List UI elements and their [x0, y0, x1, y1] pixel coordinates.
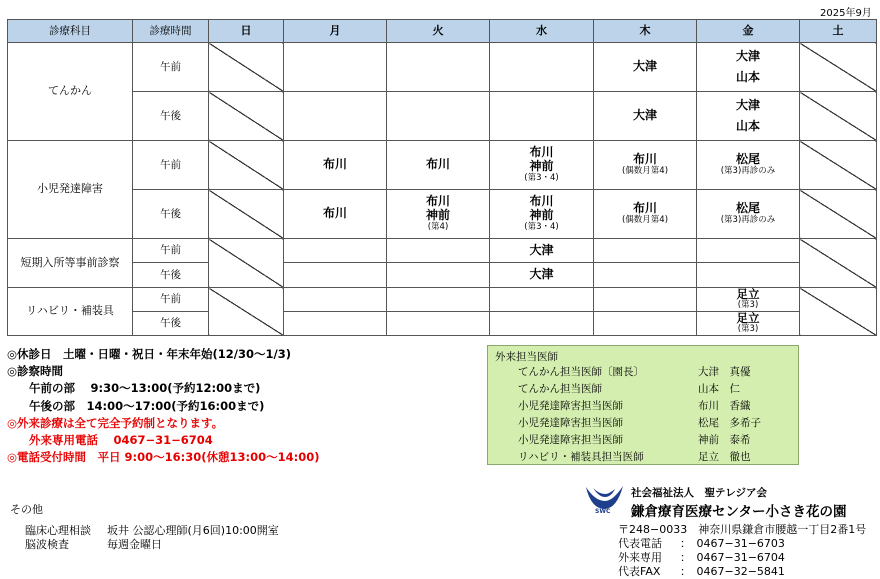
closed-cell [800, 43, 877, 92]
closed-cell [209, 92, 284, 141]
closed-cell [800, 141, 877, 190]
doctor-name: 足立 [736, 287, 760, 301]
doctor-cell [697, 92, 800, 141]
closed-cell [800, 239, 877, 288]
other-text: 毎週金曜日 [107, 538, 162, 551]
doctor-name: 松尾 [735, 201, 760, 216]
table-row [8, 263, 877, 288]
doctor-cell [697, 288, 800, 312]
doctor-name: 大津 [735, 97, 760, 112]
doctor-cell [697, 190, 800, 239]
doctor-name: 神前 [425, 208, 450, 223]
closed-cell [209, 288, 284, 336]
list-item [488, 398, 798, 415]
doctor-name: 布川 [529, 145, 554, 160]
doctor-fullname: 布川 香織 [698, 400, 751, 412]
empty-cell [387, 92, 490, 141]
list-item [488, 364, 798, 381]
doctor-cell [594, 141, 697, 190]
list-item [488, 449, 798, 466]
table-row [8, 312, 877, 336]
doctor-name: 大津 [632, 59, 657, 74]
table-row [8, 92, 877, 141]
time-cell: 午前 [133, 239, 209, 263]
org-out: ： 0467−31−6704 [680, 551, 785, 564]
list-item [488, 415, 798, 432]
doctor-cell [594, 43, 697, 92]
afternoon-hours: 午後の部 14:00〜17:00(予約16:00まで) [29, 398, 265, 413]
header-sun: 日 [209, 20, 284, 43]
doctor-name: 神前 [529, 159, 554, 174]
doctor-name: 大津 [529, 242, 554, 257]
empty-cell [284, 92, 387, 141]
doctor-fullname: 大津 真優 [698, 366, 751, 378]
doctor-cell [697, 141, 800, 190]
doctor-cell [387, 190, 490, 239]
schedule-table [7, 19, 877, 336]
time-cell: 午前 [133, 141, 209, 190]
time-cell: 午後 [133, 190, 209, 239]
table-row [8, 288, 877, 312]
doctor-note: (第3・4) [524, 172, 559, 183]
empty-cell [387, 288, 490, 312]
doctor-role: てんかん担当医師 [518, 383, 602, 395]
doctor-cell [594, 92, 697, 141]
empty-cell [387, 43, 490, 92]
other-text: 坂井 公認心理師(月6回)10:00開室 [107, 524, 279, 537]
dept-epilepsy: てんかん [8, 43, 133, 141]
reception-hours: ◎電話受付時間 平日 9:00〜16:30(休憩13:00〜14:00) [7, 450, 320, 465]
doctor-name: 布川 [632, 201, 657, 216]
doctor-note: (第3) [737, 300, 759, 311]
hours-title: ◎診察時間 [7, 364, 64, 379]
doctor-name: 神前 [529, 208, 554, 223]
empty-cell [594, 263, 697, 288]
reservation-notice: ◎外来診療は全て完全予約制となります。 [7, 415, 224, 430]
doctor-fullname: 足立 徹也 [698, 451, 751, 463]
empty-cell [387, 239, 490, 263]
table-row [8, 141, 877, 190]
empty-cell [490, 288, 594, 312]
doctor-list-box [487, 345, 799, 465]
doctor-role: 小児発達障害担当医師 [518, 417, 623, 429]
doctor-role: 小児発達障害担当医師 [518, 434, 623, 446]
doctor-name: 布川 [322, 157, 347, 172]
doctor-note: (第4) [427, 221, 449, 232]
doctor-cell [697, 43, 800, 92]
date-label: 2025年9月 [820, 8, 872, 19]
empty-cell [284, 239, 387, 263]
table-row [8, 239, 877, 263]
doctor-cell [490, 239, 594, 263]
doctor-cell [284, 141, 387, 190]
org-name: 鎌倉療育医療センター小さき花の園 [631, 504, 847, 520]
outpatient-phone: 外来専用電話 0467−31−6704 [29, 433, 213, 448]
doctor-role: 小児発達障害担当医師 [518, 400, 623, 412]
org-corporation: 社会福祉法人 聖テレジア会 [631, 487, 768, 499]
doctor-cell [697, 312, 800, 336]
doctor-note: (偶数月第4) [621, 166, 669, 177]
doctor-name: 大津 [735, 48, 760, 63]
empty-cell [387, 263, 490, 288]
logo-text: SWC [595, 508, 611, 515]
doctor-name: 足立 [736, 311, 760, 325]
table-row [8, 190, 877, 239]
table-row [8, 43, 877, 92]
time-cell: 午前 [133, 288, 209, 312]
time-cell: 午前 [133, 43, 209, 92]
doctor-note: (第3・4) [524, 221, 559, 232]
other-label: 脳波検査 [25, 538, 69, 551]
closed-cell [209, 190, 284, 239]
morning-hours: 午前の部 9:30〜13:00(予約12:00まで) [29, 381, 261, 396]
empty-cell [594, 312, 697, 336]
dept-developmental: 小児発達障害 [8, 141, 133, 239]
header-wed: 水 [490, 20, 594, 43]
empty-cell [387, 312, 490, 336]
header-time: 診療時間 [133, 20, 209, 43]
doctor-name: 布川 [425, 157, 450, 172]
doctor-name: 大津 [632, 108, 657, 123]
header-sat: 土 [800, 20, 877, 43]
closed-cell [209, 239, 284, 288]
doctor-name: 布川 [529, 194, 554, 209]
doctor-cell [594, 190, 697, 239]
doctor-name: 山本 [735, 69, 760, 84]
organization-logo-icon [583, 483, 625, 517]
org-fax: ： 0467−32−5841 [680, 565, 785, 578]
doctor-name: 松尾 [735, 152, 760, 167]
doctor-cell [387, 141, 490, 190]
closed-cell [800, 92, 877, 141]
other-label: 臨床心理相談 [25, 524, 91, 537]
list-item [488, 432, 798, 449]
closed-cell [209, 141, 284, 190]
org-address: 〒248−0033 神奈川県鎌倉市腰越一丁目2番1号 [618, 523, 867, 536]
holiday-text: ◎休診日 土曜・日曜・祝日・年末年始(12/30〜1/3) [7, 347, 291, 361]
empty-cell [284, 43, 387, 92]
empty-cell [594, 239, 697, 263]
closed-cell [800, 190, 877, 239]
time-cell: 午後 [133, 312, 209, 336]
header-fri: 金 [697, 20, 800, 43]
doctor-note: (偶数月第4) [621, 215, 669, 226]
header-thu: 木 [594, 20, 697, 43]
empty-cell [490, 312, 594, 336]
header-mon: 月 [284, 20, 387, 43]
doctor-cell [490, 141, 594, 190]
empty-cell [697, 263, 800, 288]
closed-cell [800, 288, 877, 336]
doctor-note: (第3)再診のみ [720, 166, 776, 177]
empty-cell [284, 312, 387, 336]
doctor-role: リハビリ・補装具担当医師 [518, 451, 644, 463]
doctor-cell [490, 263, 594, 288]
doctor-fullname: 神前 泰希 [698, 434, 751, 446]
org-tel-label: 代表電話 [618, 537, 662, 550]
doctor-name: 布川 [425, 194, 450, 209]
doctor-cell [284, 190, 387, 239]
doctor-name: 布川 [322, 206, 347, 221]
empty-cell [594, 288, 697, 312]
clinic-info [7, 346, 477, 466]
closed-cell [209, 43, 284, 92]
org-tel: ： 0467−31−6703 [680, 537, 785, 550]
doctor-list-title: 外来担当医師 [495, 351, 558, 363]
doctor-name: 布川 [632, 152, 657, 167]
doctor-note: (第3)再診のみ [720, 215, 776, 226]
other-title: その他 [10, 503, 43, 516]
dept-rehab: リハビリ・補装具 [8, 288, 133, 336]
empty-cell [284, 288, 387, 312]
empty-cell [490, 43, 594, 92]
doctor-cell [490, 190, 594, 239]
empty-cell [697, 239, 800, 263]
empty-cell [490, 92, 594, 141]
doctor-name: 大津 [529, 267, 554, 282]
header-tue: 火 [387, 20, 490, 43]
doctor-note: (第3) [737, 324, 759, 335]
list-item [488, 381, 798, 398]
dept-short-stay: 短期入所等事前診察 [8, 239, 133, 288]
doctor-fullname: 山本 仁 [698, 383, 740, 395]
empty-cell [284, 263, 387, 288]
doctor-fullname: 松尾 多希子 [698, 417, 761, 429]
time-cell: 午後 [133, 263, 209, 288]
header-dept: 診療科目 [8, 20, 133, 43]
doctor-role: てんかん担当医師〔園長〕 [518, 366, 644, 378]
org-fax-label: 代表FAX [618, 565, 661, 578]
org-out-label: 外来専用 [618, 551, 662, 564]
doctor-name: 山本 [735, 118, 760, 133]
time-cell: 午後 [133, 92, 209, 141]
